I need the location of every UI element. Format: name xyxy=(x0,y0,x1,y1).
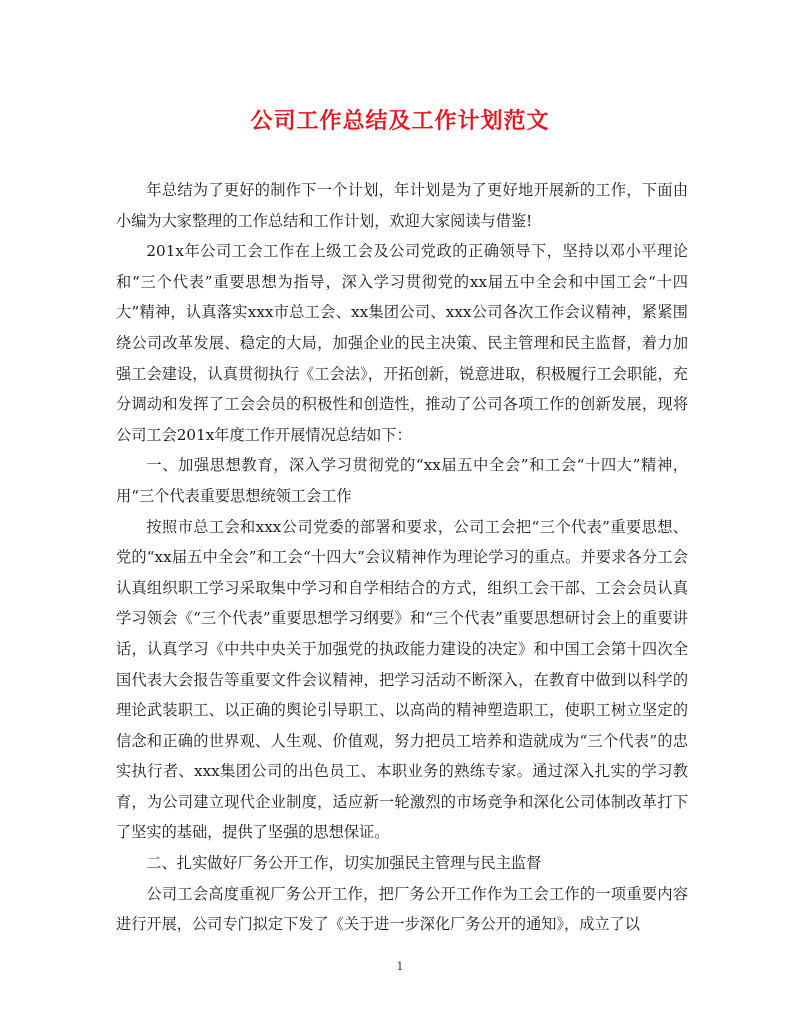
page-number: 1 xyxy=(396,960,404,973)
section-heading-2: 二、扎实做好厂务公开工作，切实加强民主管理与民主监督 xyxy=(146,854,542,873)
paragraph-intro: 年总结为了更好的制作下一个计划，年计划是为了更好地开展新的工作，下面由小编为大家整理的工作总结和工作计划，欢迎大家阅读与借鉴! xyxy=(116,181,688,230)
document-body xyxy=(116,175,688,940)
document-title: 公司工作总结及工作计划范文 xyxy=(250,108,550,134)
section-heading-1: 一、加强思想教育，深入学习贯彻党的“xx届五中全会”和工会“十四大”精神，用“三个代表重要思想统领工会工作 xyxy=(116,456,688,505)
paragraph-section-2: 公司工会高度重视厂务公开工作，把厂务公开工作作为工会工作的一项重要内容进行开展，公司专门拟定下发了《关于进一步深化厂务公开的通知》，成立了以 xyxy=(116,884,688,934)
paragraph-summary: 201x年公司工会工作在上级工会及公司党政的正确领导下，坚持以邓小平理论和“三个代表”重要思想为指导，深入学习贯彻党的xx届五中全会和中国工会“十四大”精神，认真落实xxx市总工会、xx集团公司、xxx公司各次工作会议精神，紧紧围绕公司改革发展、稳定的大局，加强企业的民主决策、民主管理和民主监督，着力加强工会建设，认真贯彻执行《工会法》，开拓创新，锐意进取，积极履行工会职能，充分调动和发挥了工会会员的积极性和创造性，推动了公司各项工作的创新发展，现将公司工会201x年度工作开展情况总结如下： xyxy=(116,242,688,444)
paragraph-section-1: 按照市总工会和xxx公司党委的部署和要求，公司工会把“三个代表”重要思想、党的“xx届五中全会”和工会“十四大”会议精神作为理论学习的重点。并要求各分工会认真组织职工学习采取集中学习和自学相结合的方式，组织工会干部、工会会员认真学习领会《“三个代表”重要思想学习纲要》和“三个代表”重要思想研讨会上的重要讲话，认真学习《中共中央关于加强党的执政能力建设的决定》和中国工会第十四次全国代表大会报告等重要文件会议精神，把学习活动不断深入，在教育中做到以科学的理论武装职工、以正确的舆论引导职工、以高尚的精神塑造职工，使职工树立坚定的信念和正确的世界观、人生观、价值观，努力把员工培养和造就成为“三个代表”的忠实执行者、xxx集团公司的出色员工、本职业务的熟练专家。通过深入扎实的学习教育，为公司建立现代企业制度，适应新一轮激烈的市场竞争和深化公司体制改革打下了坚实的基础，提供了坚强的思想保证。 xyxy=(116,517,688,842)
